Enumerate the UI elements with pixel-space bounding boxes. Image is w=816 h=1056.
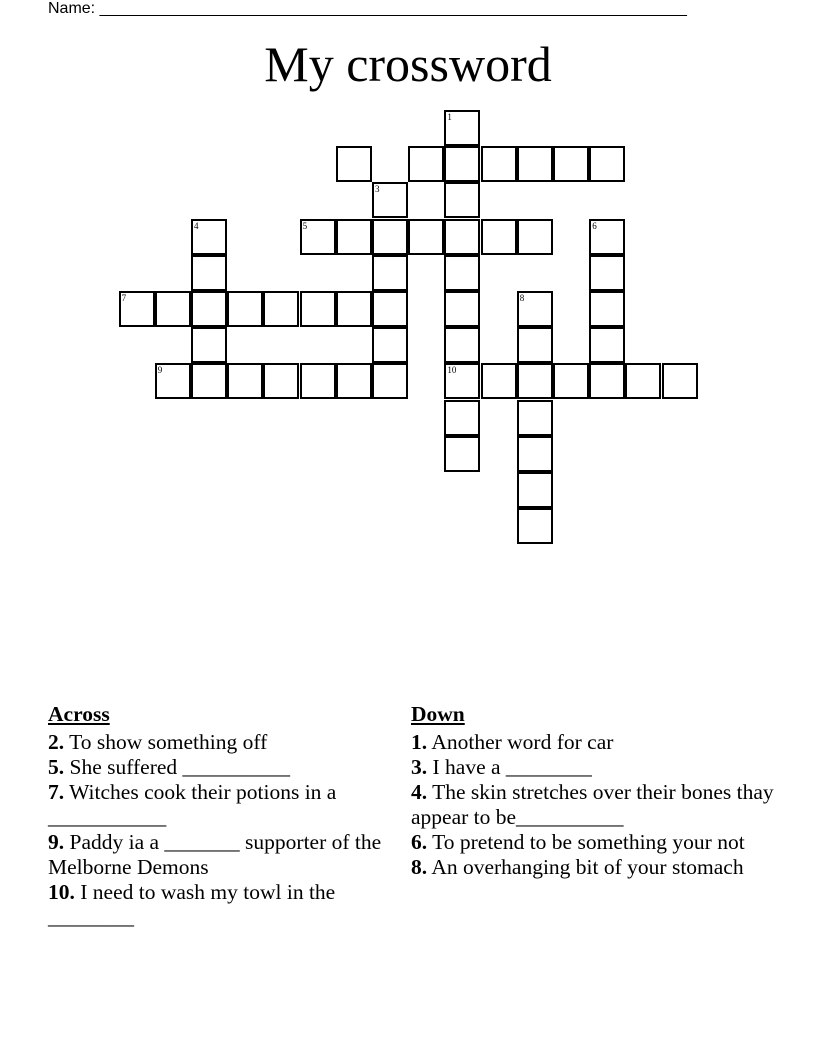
grid-cell[interactable] — [408, 219, 444, 255]
clue-text: Witches cook their potions in a ___________ — [48, 780, 337, 829]
clue-text: The skin stretches over their bones thay appear to be__________ — [411, 780, 774, 829]
grid-cell[interactable] — [191, 363, 227, 399]
grid-cell[interactable] — [517, 508, 553, 544]
grid-cell[interactable] — [336, 219, 372, 255]
across-clues — [48, 702, 388, 930]
grid-cell[interactable] — [300, 363, 336, 399]
clue-number-label: 6 — [592, 220, 597, 231]
down-heading: Down — [411, 702, 465, 726]
clue-number-label: 5 — [302, 220, 308, 231]
grid-cell[interactable] — [589, 219, 625, 255]
grid-cell[interactable] — [553, 363, 589, 399]
grid-cell[interactable] — [191, 219, 227, 255]
grid-cell[interactable] — [444, 182, 480, 218]
grid-cell[interactable] — [155, 363, 191, 399]
grid-cell[interactable] — [517, 363, 553, 399]
name-field-label[interactable]: Name: __________________________________________________________________ — [48, 0, 687, 17]
grid-cell[interactable] — [517, 219, 553, 255]
down-clue-4 — [411, 780, 781, 830]
grid-cell[interactable] — [336, 146, 372, 182]
grid-cell[interactable] — [444, 327, 480, 363]
grid-cell[interactable] — [444, 436, 480, 472]
grid-cell[interactable] — [481, 363, 517, 399]
grid-cell[interactable] — [119, 291, 155, 327]
clue-text: To show something off — [64, 730, 268, 754]
grid-cell[interactable] — [191, 327, 227, 363]
across-clue-7 — [48, 780, 388, 830]
grid-cell[interactable] — [336, 363, 372, 399]
grid-cell[interactable] — [481, 219, 517, 255]
clue-text: I need to wash my towl in the ________ — [48, 880, 336, 929]
clue-number-label: 8 — [519, 293, 525, 303]
grid-cell[interactable] — [372, 291, 408, 327]
grid-cell[interactable] — [589, 146, 625, 182]
grid-cell[interactable] — [589, 327, 625, 363]
clue-text: I have a ________ — [427, 755, 592, 779]
grid-cell[interactable] — [444, 255, 480, 291]
grid-cell[interactable] — [625, 363, 661, 399]
clue-number: 2. — [48, 730, 65, 754]
across-clue-2 — [48, 730, 388, 755]
clue-number-label: 4 — [194, 220, 199, 231]
grid-cell[interactable] — [589, 291, 625, 327]
clue-number: 7. — [48, 780, 65, 804]
grid-cell[interactable] — [481, 146, 517, 182]
clue-text: She suffered __________ — [64, 755, 291, 779]
clue-number-label: 3 — [375, 184, 380, 195]
down-clue-6 — [411, 830, 781, 855]
grid-cell[interactable] — [372, 255, 408, 291]
clue-number: 4. — [411, 780, 428, 804]
grid-cell[interactable] — [517, 472, 553, 508]
grid-cell[interactable] — [191, 291, 227, 327]
down-clue-8 — [411, 855, 781, 880]
grid-cell[interactable] — [227, 291, 263, 327]
clue-number-label: 9 — [157, 365, 163, 376]
clue-number: 6. — [411, 830, 428, 854]
grid-cell[interactable] — [263, 363, 299, 399]
grid-cell[interactable] — [372, 219, 408, 255]
clue-number-label: 1 — [447, 112, 452, 122]
grid-cell[interactable] — [372, 327, 408, 363]
grid-cell[interactable] — [372, 182, 408, 218]
clue-number: 5. — [48, 755, 65, 779]
clue-number: 9. — [48, 830, 65, 854]
clue-number-label: 10 — [447, 365, 457, 376]
grid-cell[interactable] — [444, 291, 480, 327]
clue-number: 8. — [411, 855, 428, 879]
grid-cell[interactable] — [444, 110, 480, 146]
grid-cell[interactable] — [444, 400, 480, 436]
page-title: My crossword — [264, 36, 552, 92]
grid-cell[interactable] — [589, 363, 625, 399]
clue-text: Paddy ia a _______ supporter of the Melborne Demons — [48, 830, 382, 879]
grid-cell[interactable] — [553, 146, 589, 182]
down-clues — [411, 702, 781, 880]
grid-cell[interactable] — [300, 291, 336, 327]
grid-cell[interactable] — [444, 219, 480, 255]
grid-cell[interactable] — [227, 363, 263, 399]
across-clue-5 — [48, 755, 388, 780]
grid-cell[interactable] — [372, 363, 408, 399]
grid-cell[interactable] — [263, 291, 299, 327]
grid-cell[interactable] — [517, 146, 553, 182]
across-heading: Across — [48, 702, 110, 726]
clue-number: 1. — [411, 730, 428, 754]
clue-number: 10. — [48, 880, 75, 904]
grid-cell[interactable] — [155, 291, 191, 327]
grid-cell[interactable] — [517, 400, 553, 436]
grid-cell[interactable] — [517, 436, 553, 472]
down-clue-1 — [411, 730, 781, 755]
across-clue-9 — [48, 830, 388, 880]
down-clue-3 — [411, 755, 781, 780]
clue-text: To pretend to be something your not — [427, 830, 745, 854]
clue-text: Another word for car — [427, 730, 614, 754]
grid-cell[interactable] — [444, 363, 480, 399]
grid-cell[interactable] — [589, 255, 625, 291]
grid-cell[interactable] — [300, 219, 336, 255]
clue-number: 3. — [411, 755, 428, 779]
grid-cell[interactable] — [191, 255, 227, 291]
grid-cell[interactable] — [408, 146, 444, 182]
clue-number-label: 7 — [121, 293, 127, 303]
grid-cell[interactable] — [662, 363, 698, 399]
grid-cell[interactable] — [444, 146, 480, 182]
across-clue-10 — [48, 880, 388, 930]
grid-cell[interactable] — [336, 291, 372, 327]
grid-cell[interactable] — [517, 291, 553, 327]
grid-cell[interactable] — [517, 327, 553, 363]
clue-text: An overhanging bit of your stomach — [427, 855, 744, 879]
